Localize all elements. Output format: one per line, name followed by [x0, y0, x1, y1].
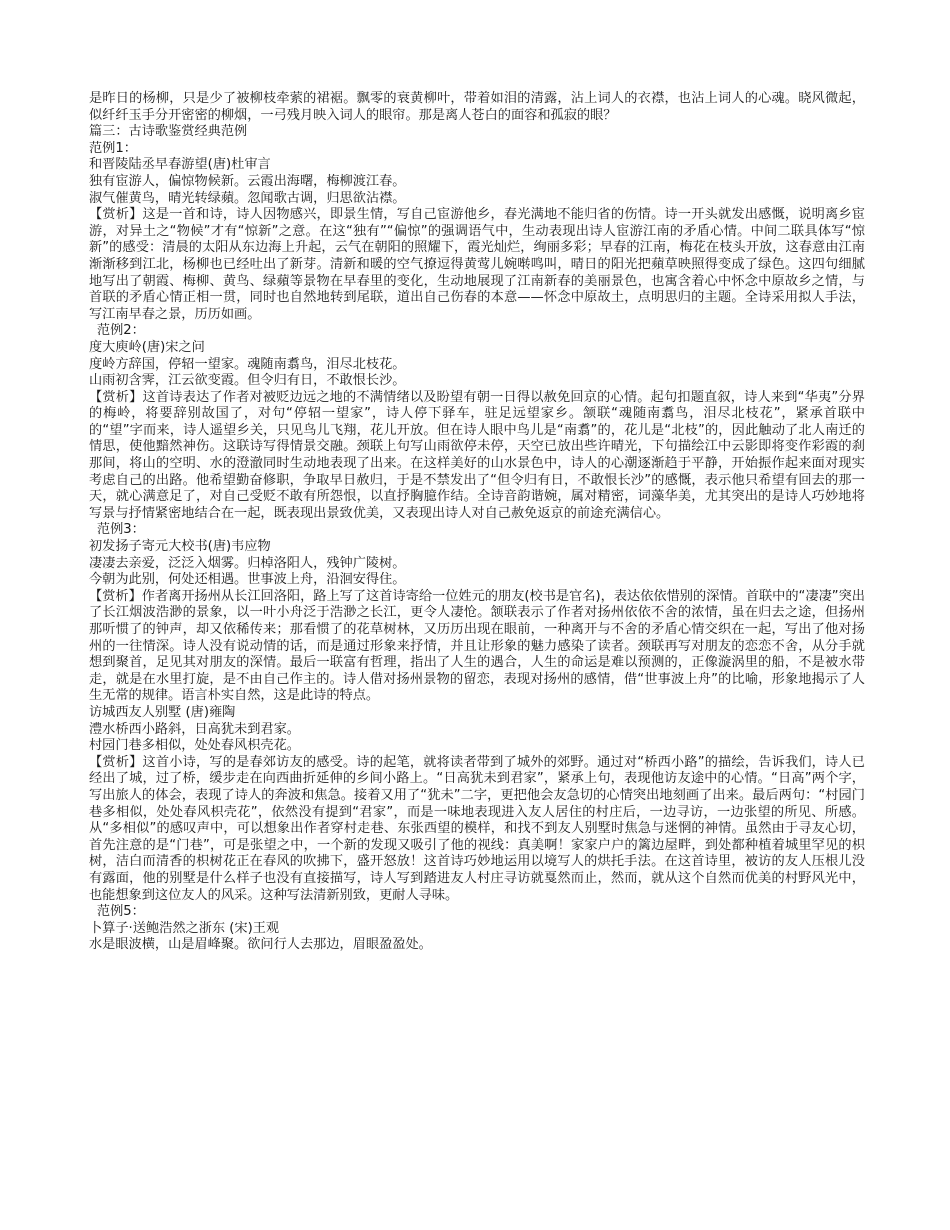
appreciation-paragraph: 【赏析】这首诗表达了作者对被贬边远之地的不满情绪以及盼望有朝一日得以赦免回京的心情。起句扣题直叙，诗人来到“华夷”分界的梅岭，将要辞别故国了，对句“停轺一望家”，诗人停下驿车，驻足远望家乡。颔联“魂随南翥鸟，泪尽北枝花”，紧承首联中的“望”字而来，诗人遥望乡关，只见鸟儿飞翔，花儿开放。但在诗人眼中鸟儿是“南翥”的，花儿是“北枝”的，因此触动了北人南迁的情思，使他黯然神伤。这联诗写得情景交融。颈联上句写山雨欲停未停，天空已放出些许晴光，下句描绘江中云影即将变作彩霞的刹那间，将山的空明、水的澄澈同时生动地表现了出来。在这样美好的山水景色中，诗人的心潮逐渐趋于平静，开始振作起来面对现实考虑自己的出路。他希望勤奋修职，争取早日赦归，于是不禁发出了“但令归有日，不敢恨长沙”的感慨，表示他只希望有回去的那一天，就心满意足了，对自己受贬不敢有所怨恨，以直抒胸臆作结。全诗音韵谐婉，属对精密，词藻华美，尤其突出的是诗人巧妙地将写景与抒情紧密地结合在一起，既表现出景致优美，又表现出诗人对自己赦免返京的前途充满信心。 [89, 389, 865, 521]
poem-line: 山雨初含霁，江云欲变霞。但令归有日，不敢恨长沙。 [89, 373, 406, 389]
poem-line: 度岭方辞国，停轺一望家。魂随南翥鸟，泪尽北枝花。 [89, 356, 406, 372]
appreciation-paragraph: 【赏析】这首小诗，写的是春郊访友的感受。诗的起笔，就将读者带到了城外的郊野。通过对“桥西小路”的描绘，告诉我们，诗人已经出了城，过了桥，缓步走在向西曲折延伸的乡间小路上。“日高犹未到君家”，紧承上句，表现他访友途中的心情。“日高”两个字，写出旅人的体会，表现了诗人的奔波和焦急。接着又用了“犹未”二字，更把他会友急切的心情突出地刻画了出来。最后两句：“村园门巷多相似，处处春风枳壳花”，依然没有提到“君家”，而是一味地表现进入友人居住的村庄后，一边寻访，一边张望的所见、所感。从“多相似”的感叹声中，可以想象出作者穿村走巷、东张西望的模样，和找不到友人别墅时焦急与迷惘的神情。虽然由于寻友心切，首先注意的是“门巷”，可是张望之中，一个新的发现又吸引了他的视线：真美啊！家家户户的篱边屋畔，到处都种植着城里罕见的枳树，洁白而清香的枳树花正在春风的吹拂下，盛开怒放！这首诗巧妙地运用以境写人的烘托手法。在这首诗里，被访的友人压根儿没有露面，他的别墅是什么样子也没有直接描写，诗人写到踏进友人村庄寻访就戛然而止，然而，就从这个自然而优美的村野风光中，也能想象到这位友人的风采。这种写法清新别致，更耐人寻味。 [89, 754, 865, 903]
document-page [89, 91, 865, 954]
example-label: 范例3： [96, 522, 145, 538]
poem-title: 初发扬子寄元大校书(唐)韦应物 [89, 539, 271, 555]
poem-title: 卜算子·送鲍浩然之浙东 (宋)王观 [89, 920, 280, 936]
example-label: 范例1： [89, 140, 137, 156]
appreciation-paragraph: 【赏析】这是一首和诗，诗人因物感兴，即景生情，写自己宦游他乡，春光满地不能归省的伤情。诗一开头就发出感慨，说明离乡宦游，对异土之“物候”才有“惊新”之意。在这“独有”“偏惊”的强调语气中，生动表现出诗人宦游江南的矛盾心情。中间二联具体写“惊新”的感受：清晨的太阳从东边海上升起，云气在朝阳的照耀下，霞光灿烂，绚丽多彩；早春的江南，梅花在枝头开放，这春意由江南渐渐移到江北，杨柳也已经吐出了新芽。清新和暖的空气撩逗得黄莺儿婉啭鸣叫，晴日的阳光把蘋草映照得变成了绿色。这四句细腻地写出了朝霞、梅柳、黄鸟、绿蘋等景物在早春里的变化，生动地展现了江南新春的美丽景色，也寓含着心中怀念中原故乡之情，与首联的矛盾心情正相一贯，同时也自然地转到尾联，道出自己伤春的本意——怀念中原故土，点明思归的主题。全诗采用拟人手法，写江南早春之景，历历如画。 [89, 207, 865, 322]
poem-line: 澧水桥西小路斜，日高犹未到君家。 [89, 721, 300, 737]
section-title: 篇三：古诗歌鉴赏经典范例 [89, 124, 248, 140]
poem-title: 度大庾岭(唐)宋之问 [89, 339, 205, 355]
example-label: 范例5： [96, 904, 145, 920]
appreciation-paragraph: 【赏析】作者离开扬州从长江回洛阳，路上写了这首诗寄给一位姓元的朋友(校书是官名)，表达依依惜别的深情。首联中的“凄凄”突出了长江烟波浩渺的景象，以一叶小舟泛于浩渺之长江，更令人凄怆。颔联表示了作者对扬州依依不舍的浓情，虽在归去之途，但扬州那听惯了的钟声，却又依稀传来；那看惯了的花草树林，又历历出现在眼前，一种离开与不舍的矛盾心情交织在一起，写出了他对扬州的一往情深。诗人没有说动情的话，而是通过形象来抒情，并且让形象的魅力感染了读者。颈联再写对朋友的恋恋不舍，从分手就想到聚首，足见其对朋友的深情。最后一联富有哲理，指出了人生的遇合，人生的命运是难以预测的，正像漩涡里的船，不是被水带走，就是在水里打旋，是不由自己作主的。诗人借对扬州景物的留恋，表现对扬州的感情，借“世事波上舟”的比喻，形象地揭示了人生无常的规律。语言朴实自然，这是此诗的特点。 [89, 588, 865, 704]
poem-line: 凄凄去亲爱，泛泛入烟雾。归棹洛阳人，残钟广陵树。 [89, 555, 406, 571]
poem-line: 水是眼波横，山是眉峰聚。欲问行人去那边，眉眼盈盈处。 [89, 937, 432, 953]
poem-line: 独有宦游人，偏惊物候新。云霞出海曙，梅柳渡江春。 [89, 173, 406, 189]
poem-line: 今朝为此别，何处还相遇。世事波上舟，沿洄安得住。 [89, 572, 406, 588]
poem-line: 村园门巷多相似，处处春风枳壳花。 [89, 738, 300, 754]
poem-title: 和晋陵陆丞早春游望(唐)杜审言 [89, 157, 271, 173]
intro-paragraph: 是昨日的杨柳，只是少了被柳枝牵萦的裙裾。飘零的衰黄柳叶，带着如泪的清露，沾上词人的衣襟，也沾上词人的心魂。晓风微起，似纤纤玉手分开密密的柳烟，一弓残月映入词人的眼帘。那是离人苍白的面容和孤寂的眼？ [89, 91, 865, 123]
poem-title: 访城西友人别墅 (唐)雍陶 [89, 704, 236, 720]
example-label: 范例2： [96, 323, 145, 339]
poem-line: 淑气催黄鸟，晴光转绿蘋。忽闻歌古调，归思欲沾襟。 [89, 190, 406, 206]
